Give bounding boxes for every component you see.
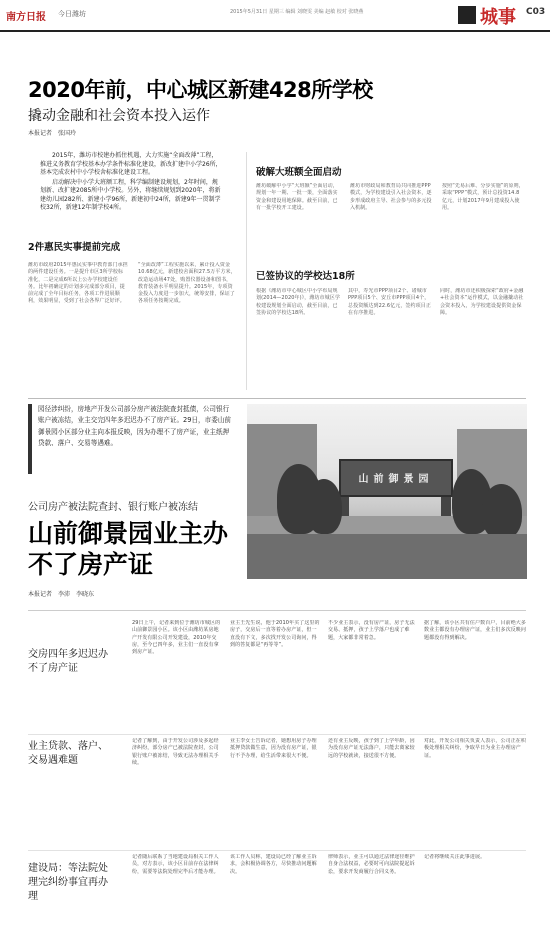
newspaper-logo: 南方日报	[6, 12, 46, 23]
lead-paragraph: 2015年，潍坊市校建办抓住机遇，大力实施“全面改薄”工程，推进义务教育学校基本办学条件标准化建设，新改扩建中小学26所，基本完成农村中小学校舍标准化建设工程。	[40, 152, 222, 176]
page-number: C03	[526, 7, 546, 17]
lead-paragraph: 启动解决中小学大班额工程，科学编制建设规划，2年时间，规划新、改扩建2085所中小学校。另外，将继续规划到2020年，将新建幼儿园282所、新建小学96所，新建初中24所，新建9年一贯制学校32所，新建12年制学校4所。	[40, 178, 221, 211]
masthead-meta: 2015年5月31日 星期三 编辑 刘晓雯 美编 赵敏 校对 张晓燕	[230, 9, 364, 15]
section-divider	[28, 734, 526, 735]
article2-column: 记者将继续关注此事进展。	[424, 854, 486, 860]
article2-column: 对此，开发公司相关负责人表示，公司正在积极处理相关纠纷，争取早日为业主办理房产证。	[424, 738, 526, 759]
photo-gate-text: 山前御景园	[358, 474, 434, 485]
section-marker-icon	[458, 6, 476, 24]
article2-summary: 园径涉纠纷，房地产开发公司部分房产被法院查封抵债，公司银行账户被冻结，业主交完四年多迟迟办不了房产证。29日，市委山前御景园小区部分业主向本报反映，因为办理不了房产证，业主纸押贷款、落户、交易等遇难。	[38, 405, 232, 447]
article2-column: 不少业主表示，没有房产证，房子无法交易、抵押，孩子上学落户也成了难题，大家都非常着急。	[328, 620, 415, 641]
article2-column: 该工作人员称，建设局已经了解业主诉求，会积极协调各方，尽快推动问题解决。	[230, 854, 317, 875]
section-divider	[28, 610, 526, 611]
article2-side-heading: 业主贷款、落户、交易遇难题	[28, 741, 108, 766]
article2-column: 业主王先生说，他于2010年买了这里的房子，交房后一直等着办房产证，但一直没有下文，多次找开发公司询问，得到的答复都是“再等等”。	[230, 620, 320, 648]
article1-column: 潍坊市财政局和教育局共同推进PPP模式，为学校建设引入社会资本，逐步形成政府主导、社会参与的多元投入机制。	[350, 183, 432, 211]
article2-column: 记者了解到，由于开发公司涉及多起经济纠纷，部分房产已被法院查封，公司银行账户被冻结，导致无法办理相关手续。	[132, 738, 219, 766]
article1-column: 潍坊破解中小学“大班额”全面启动，规划一年一期、一批一策，全面落实资金和建设用地保障。截至目前，已有一批学校开工建设。	[256, 183, 338, 211]
section-name: 城事	[480, 7, 516, 28]
article1-column: 潍坊市政府2015年惠民实事中教育部门承担的两件建设任务。一是提升市区3所学校标准化，二是完成6所以上公办学校建设任务。比年初确定的计划多完成部分项目，提前完成了全年目标任务，各项工作进展顺利，效果明显，受到了社会各界广泛好评。	[28, 262, 128, 305]
photo-gate-sign	[339, 459, 453, 497]
article2-column: 记者随后联系了当地建设局相关工作人员，对方表示，该小区目前存在法律纠纷，需要等法院处理完毕后才能办理。	[132, 854, 219, 875]
article1-lead	[40, 152, 222, 214]
article1-column: 同时，潍坊市还积极探索“政府+金融+社会资本”运作模式，以金融撬动社会资本投入，为学校建设提供资金保障。	[440, 288, 524, 316]
article1-column: 按照“先易后难、分步实施”的原则，采取“PPP”模式，预计总投资14.8亿元，计划2017年9月建成投入使用。	[442, 183, 524, 211]
article1-column: “全面改薄”工程实施以来，累计投入资金10.68亿元，新建校舍面积27.5万平方米，改造运动场47处，购置仪器设备和图书，教育装备水平明显提升。2015年，专项资金投入力度进一步加大，统筹安排，保证了各项任务按期完成。	[138, 262, 236, 305]
article2-column: 据了解，该小区共有住户数百户，目前绝大多数业主都没有办理房产证，业主们多次反映问题都没有得到解决。	[424, 620, 526, 641]
photo-tree	[482, 484, 522, 539]
section-divider	[28, 398, 526, 399]
news-photo	[247, 404, 527, 579]
article1-subtitle: 撬动金融和社会资本投入运作	[28, 108, 210, 124]
column-divider	[246, 152, 247, 390]
subhead-schools-signed: 已签协议的学校达18所	[256, 271, 355, 282]
article1-byline: 本报记者 张国玲	[28, 130, 77, 137]
article2-column: 律师表示，业主可以通过法律途径维护自身合法权益，必要时可向法院提起诉讼，要求开发商履行合同义务。	[328, 854, 415, 875]
article2-kicker: 公司房产被法院查封、银行账户被冻结	[28, 502, 198, 513]
article2-byline: 本报记者 李沛 李晓东	[28, 591, 95, 598]
edition-label: 今日潍坊	[58, 10, 86, 18]
article2-column: 29日上午，记者来到位于潍坊市城区的山前御景园小区。该小区由潍坊某房地产开发有限公司开发建设，2010年交房，至今已四年多，业主们一直没有拿到房产证。	[132, 620, 221, 656]
article2-column: 业主李女士告诉记者，她想用房子办理抵押贷款做生意，因为没有房产证，银行不予办理，给生活带来很大不便。	[230, 738, 317, 759]
subhead-completed: 2件惠民实事提前完成	[28, 242, 121, 253]
article1-column: 根据《潍坊市中心城区中小学布局规划(2014—2020年)》，潍坊市城区学校建设规划全面启动，截至目前，已签协议的学校达18所。	[256, 288, 340, 316]
article2-side-heading: 交房四年多迟迟办不了房产证	[28, 649, 108, 674]
kicker-bar	[28, 404, 32, 474]
article2-column: 还有业主反映，孩子到了上学年龄，因为没有房产证无法落户，只能去离家较远的学校就读，接送很不方便。	[328, 738, 415, 759]
photo-tree	[307, 479, 342, 534]
subhead-class-size: 破解大班额全面启动	[256, 167, 342, 178]
article1-column: 其中，寿光市PPP项目2个、诸城市PPP项目5个、安丘市PPP项目4个，总投资额达到22.6亿元，签约项目正在有序推进。	[348, 288, 431, 316]
article2-side-heading: 建设局：等法院处理完纠纷事宜再办理	[28, 863, 108, 902]
photo-road	[247, 534, 527, 579]
section-divider	[28, 850, 526, 851]
article2-headline: 山前御景园业主办不了房产证	[28, 519, 229, 579]
article1-title: 2020年前，中心城区新建428所学校	[28, 78, 373, 102]
